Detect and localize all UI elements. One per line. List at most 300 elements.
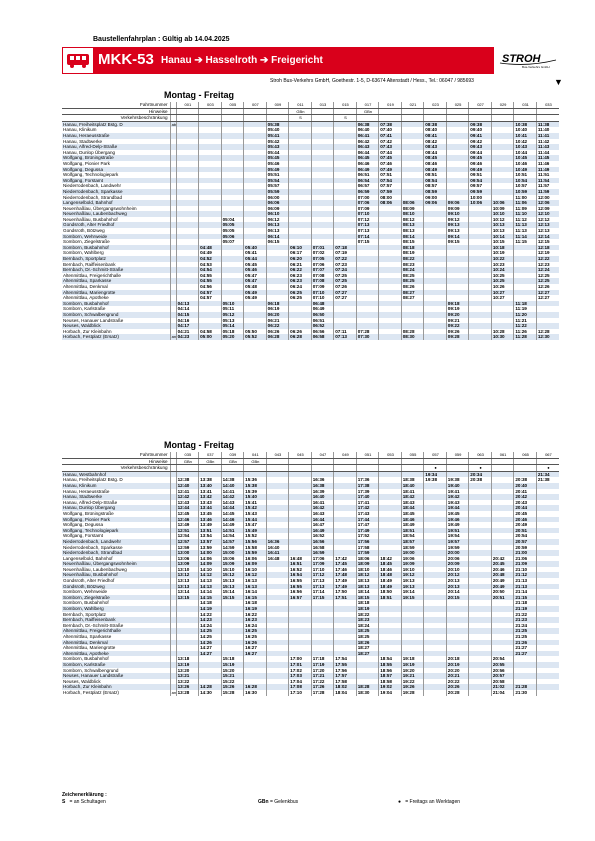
departure-time: 10:43: [514, 144, 537, 150]
departure-time: 11:20: [514, 312, 537, 318]
departure-time: 19:49: [446, 522, 469, 528]
stop-name: Altenmittlau, Apotheke: [63, 295, 109, 301]
departure-time: 12:40: [176, 483, 199, 489]
departure-time: 11:10: [514, 211, 537, 217]
departure-time: 15:49: [244, 528, 267, 534]
departure-time: 11:51: [536, 172, 559, 178]
departure-time: 08:06: [379, 200, 402, 206]
departure-time: 10:54: [514, 178, 537, 184]
departure-time: 06:48: [311, 301, 334, 307]
departure-time: 19:40: [446, 483, 469, 489]
departure-time: 14:26: [199, 640, 222, 646]
stop-name: Somborn, Schwalbengrund: [63, 667, 119, 673]
stop-name: Niederrodenbach, Strandbad: [63, 194, 122, 200]
trip-cell: [311, 465, 334, 472]
departure-time: 08:26: [401, 284, 424, 290]
departure-time: 09:06: [424, 200, 447, 206]
trip-cell: 013: [311, 102, 334, 108]
stop-name: Somborn, Busbahnhof: [62, 245, 170, 251]
departure-time: 17:55: [334, 662, 357, 668]
departure-time: 04:21: [176, 329, 199, 335]
departure-time: 17:50: [334, 589, 357, 595]
departure-time: 17:59: [356, 550, 379, 556]
stop-name: Altenmittlau, Freigerichthalle: [62, 628, 170, 634]
departure-time: 19:34: [424, 471, 447, 477]
departure-time: 20:58: [491, 679, 514, 685]
stop-name: Hanau, Heraeusstraße: [62, 133, 170, 139]
departure-time: 07:10: [311, 295, 334, 301]
trip-cell: [356, 458, 379, 465]
trip-cell: 057: [424, 452, 447, 458]
departure-time: 16:30: [244, 690, 267, 696]
departure-time: 06:26: [266, 329, 289, 335]
header-row-restrictions: [62, 115, 559, 122]
table-row: [62, 334, 559, 340]
stop-name: Bernbach, Sportplatz: [62, 256, 170, 262]
stop-name: Gondsroth, Alter Friedhof: [62, 222, 170, 228]
departure-time: 13:26: [176, 684, 199, 690]
departure-time: 16:41: [266, 550, 289, 556]
departure-time: 05:20: [221, 334, 244, 340]
departure-time: 20:38: [514, 477, 537, 483]
departure-time: 18:19: [356, 606, 379, 612]
departure-time: 16:13: [244, 578, 267, 584]
trip-cell: 009: [266, 102, 289, 108]
departure-time: 05:06: [221, 234, 244, 240]
departure-time: 08:27: [401, 290, 424, 296]
departure-time: 17:10: [311, 567, 334, 573]
departure-time: [424, 334, 447, 340]
departure-time: 09:14: [446, 234, 469, 240]
departure-time: 16:10: [244, 567, 267, 573]
departure-time: 08:41: [424, 133, 447, 139]
departure-time: 15:09: [221, 561, 244, 567]
departure-time: 10:13: [491, 222, 514, 228]
departure-time: [424, 690, 447, 696]
stroh-logo: [498, 50, 558, 70]
stop-name: Somborn, Wahlberg: [62, 606, 170, 612]
departure-time: 09:59: [469, 189, 492, 195]
trip-cell: 047: [311, 452, 334, 458]
departure-time: 19:02: [379, 684, 402, 690]
departure-time: 16:18: [244, 600, 267, 606]
stop-name: Niederrodenbach, Strandbad: [62, 550, 170, 556]
departure-time: 18:41: [401, 489, 424, 495]
departure-time: 06:10: [266, 211, 289, 217]
stop-name: Bernbach, Dr.-Schmitt-Straße: [63, 622, 124, 628]
departure-time: 18:49: [401, 522, 424, 528]
departure-time: 09:49: [469, 167, 492, 173]
departure-time: 16:09: [244, 561, 267, 567]
departure-time: 18:22: [356, 612, 379, 618]
departure-time: 08:43: [424, 144, 447, 150]
departure-time: 06:19: [266, 306, 289, 312]
stop-name: Niederrodenbach, Landwehr: [62, 539, 170, 545]
departure-time: 08:51: [424, 172, 447, 178]
departure-time: 06:46: [356, 161, 379, 167]
departure-time: 14:10: [199, 567, 222, 573]
departure-time: 07:11: [334, 329, 357, 335]
departure-time: 11:26: [514, 329, 537, 335]
departure-time: 04:23: [176, 334, 199, 340]
departure-time: 17:04: [289, 679, 312, 685]
trip-cell: [491, 458, 514, 465]
departure-time: 18:42: [379, 556, 402, 562]
departure-time: 07:13: [356, 222, 379, 228]
departure-time: 05:12: [221, 312, 244, 318]
departure-time: 10:23: [491, 262, 514, 268]
departure-time: 17:20: [311, 668, 334, 674]
departure-time: 09:19: [446, 306, 469, 312]
stop-name: Wolfgang, Brüningstraße: [62, 155, 170, 161]
departure-time: 12:46: [176, 517, 199, 523]
departure-time: 14:06: [199, 556, 222, 562]
stop-name: Hanau, Dunlop Übergang: [62, 505, 170, 511]
stop-name: Somborn, Busbahnhof: [62, 301, 170, 307]
trip-cell: ●: [424, 465, 447, 472]
departure-time: 08:13: [401, 222, 424, 228]
departure-time: 10:12: [491, 217, 514, 223]
stop-name: Neuenhaßlau, Busbahnhof: [63, 216, 118, 222]
departure-time: 05:45: [244, 262, 267, 268]
departure-time: 07:40: [379, 127, 402, 133]
departure-time: 19:51: [446, 528, 469, 534]
departure-time: 14:27: [199, 645, 222, 651]
departure-time: 09:20: [446, 312, 469, 318]
departure-time: 17:19: [311, 662, 334, 668]
departure-time: 13:59: [199, 545, 222, 551]
departure-time: 05:04: [221, 217, 244, 223]
departure-time: 10:09: [491, 206, 514, 212]
departure-time: 20:46: [514, 517, 537, 523]
departure-time: 13:18: [176, 656, 199, 662]
departure-time: 07:57: [379, 183, 402, 189]
departure-time: 16:52: [289, 567, 312, 573]
trip-cell: 037: [199, 452, 222, 458]
departure-time: 05:51: [266, 172, 289, 178]
departure-time: 13:45: [199, 511, 222, 517]
stop-name: Somborn, Wehrweide: [62, 234, 170, 240]
departure-time: 17:28: [311, 690, 334, 696]
departure-time: 17:13: [311, 578, 334, 584]
validity-note: Baustellenfahrplan : Gültig ab 14.04.2025: [93, 36, 230, 43]
departure-time: 15:38: [244, 483, 267, 489]
departure-time: 16:54: [289, 572, 312, 578]
row-label: Hinweise: [62, 108, 170, 115]
departure-time: 10:25: [491, 273, 514, 279]
departure-time: 19:38: [424, 477, 447, 483]
departure-time: 19:43: [446, 500, 469, 506]
trip-cell: 017: [356, 102, 379, 108]
departure-time: 20:57: [514, 539, 537, 545]
departure-time: 07:02: [311, 250, 334, 256]
departure-time: 16:41: [311, 500, 334, 506]
stop-name: Wolfgang, Degussa: [63, 522, 104, 528]
stop-name: Wolfgang, Forstamt: [62, 178, 170, 184]
trip-cell: 031: [514, 102, 537, 108]
departure-time: 07:54: [379, 178, 402, 184]
departure-time: 18:44: [401, 505, 424, 511]
trip-cell: [311, 108, 334, 115]
trip-cell: [401, 465, 424, 472]
departure-time: 13:21: [176, 673, 199, 679]
departure-time: 17:03: [289, 673, 312, 679]
departure-time: 17:42: [356, 505, 379, 511]
departure-time: 12:19: [536, 250, 559, 256]
departure-time: 05:57: [266, 183, 289, 189]
departure-time: 20:12: [446, 572, 469, 578]
departure-time: 09:40: [469, 127, 492, 133]
trip-cell: [266, 108, 289, 115]
departure-time: 19:00: [401, 550, 424, 556]
trip-cell: [221, 108, 244, 115]
departure-time: 07:18: [334, 245, 357, 251]
departure-time: 14:12: [199, 572, 222, 578]
departure-time: 18:56: [379, 668, 402, 674]
departure-time: 21:18: [514, 600, 537, 606]
trip-cell: GBn: [289, 108, 312, 115]
departure-time: 16:59: [311, 550, 334, 556]
departure-time: 06:49: [311, 306, 334, 312]
departure-time: 21:30: [514, 690, 537, 696]
departure-time: 09:09: [446, 206, 469, 212]
trip-cell: 061: [491, 452, 514, 458]
departure-time: 04:54: [199, 267, 222, 273]
trip-cell: [514, 115, 537, 122]
departure-time: 07:08: [311, 278, 334, 284]
departure-time: 14:23: [199, 617, 222, 623]
departure-time: 05:54: [266, 178, 289, 184]
departure-time: 17:01: [289, 662, 312, 668]
departure-time: 12:13: [536, 222, 559, 228]
trip-cell: [491, 115, 514, 122]
departure-time: 16:55: [289, 584, 312, 590]
departure-time: 10:45: [514, 155, 537, 161]
departure-time: 14:14: [199, 589, 222, 595]
departure-time: 19:10: [401, 567, 424, 573]
departure-time: 05:48: [244, 284, 267, 290]
stop-name: Niederrodenbach, Sparkasse: [62, 189, 170, 195]
trip-cell: 007: [244, 102, 267, 108]
departure-time: 20:14: [446, 589, 469, 595]
departure-time: 10:38: [514, 121, 537, 127]
departure-time: 07:01: [311, 245, 334, 251]
departure-time: 12:38: [176, 477, 199, 483]
departure-time: 21:38: [536, 477, 559, 483]
departure-time: 17:22: [311, 679, 334, 685]
departure-time: 09:18: [446, 301, 469, 307]
departure-time: 04:55: [199, 273, 222, 279]
departure-time: 20:00: [446, 550, 469, 556]
departure-time: [469, 690, 492, 696]
departure-time: 11:40: [536, 127, 559, 133]
trip-cell: [514, 465, 537, 472]
departure-time: 05:00: [199, 334, 222, 340]
departure-time: 04:48: [199, 245, 222, 251]
departure-time: 06:24: [289, 284, 312, 290]
stop-name: Neuses, Hanauer Landstraße: [63, 317, 124, 323]
departure-time: 04:14: [176, 306, 199, 312]
departure-time: 10:40: [514, 127, 537, 133]
departure-time: 05:47: [244, 278, 267, 284]
departure-time: 15:20: [221, 668, 244, 674]
stop-name: Hanau, Stadtwerke: [62, 494, 170, 500]
departure-time: 16:48: [266, 556, 289, 562]
departure-time: 19:38: [446, 477, 469, 483]
departure-time: 13:10: [176, 567, 199, 573]
departure-time: 19:04: [379, 690, 402, 696]
departure-time: 06:25: [289, 290, 312, 296]
departure-time: 20:45: [491, 561, 514, 567]
departure-time: 09:15: [446, 239, 469, 245]
departure-time: 04:55: [199, 278, 222, 284]
departure-time: 06:52: [311, 323, 334, 329]
trip-cell: ●: [469, 465, 492, 472]
departure-time: 06:22: [266, 323, 289, 329]
departure-time: 08:27: [401, 295, 424, 301]
departure-time: 17:51: [334, 595, 357, 601]
departure-time: 15:40: [244, 494, 267, 500]
departure-time: 12:28: [536, 329, 559, 335]
departure-time: 15:44: [244, 517, 267, 523]
stop-name: Wolfgang, Brüningstraße: [63, 510, 114, 516]
departure-time: 15:52: [244, 533, 267, 539]
departure-time: 18:26: [356, 640, 379, 646]
departure-time: 16:14: [244, 589, 267, 595]
departure-time: 20:40: [514, 483, 537, 489]
trip-cell: [266, 458, 289, 465]
trip-cell: [334, 108, 357, 115]
departure-time: 17:43: [356, 511, 379, 517]
departure-time: 10:26: [491, 284, 514, 290]
departure-time: 05:52: [244, 334, 267, 340]
route-title: Hanau ➔ Hasselroth ➔ Freigericht: [161, 55, 323, 66]
departure-time: 19:13: [401, 578, 424, 584]
departure-time: 15:06: [221, 556, 244, 562]
departure-time: 17:47: [356, 522, 379, 528]
trip-cell: [244, 108, 267, 115]
departure-time: 11:18: [514, 301, 537, 307]
departure-time: 06:38: [356, 121, 379, 127]
departure-time: 18:09: [356, 561, 379, 567]
departure-time: 17:49: [334, 584, 357, 590]
departure-time: 13:49: [199, 522, 222, 528]
departure-time: 18:23: [356, 617, 379, 623]
departure-time: 14:13: [199, 578, 222, 584]
departure-time: 19:46: [446, 517, 469, 523]
legend-item-friday: ● = Freitags an Werktagen: [398, 799, 461, 805]
departure-time: 17:12: [311, 572, 334, 578]
departure-time: 09:10: [446, 211, 469, 217]
departure-time: 15:41: [244, 500, 267, 506]
departure-time: 06:40: [356, 127, 379, 133]
departure-time: 21:12: [514, 572, 537, 578]
departure-time: 19:44: [446, 505, 469, 511]
stop-name: Wolfgang, Technologiepark: [62, 528, 170, 534]
departure-time: 05:46: [266, 161, 289, 167]
bus-icon: [62, 47, 94, 74]
departure-time: 10:06: [469, 200, 492, 206]
departure-time: 10:25: [491, 278, 514, 284]
departure-time: 09:26: [446, 329, 469, 335]
departure-time: 07:27: [334, 290, 357, 296]
trip-cell: [199, 115, 222, 122]
trip-cell: 011: [289, 102, 312, 108]
departure-time: 07:51: [379, 172, 402, 178]
departure-time: 19:15: [401, 595, 424, 601]
departure-time: 18:24: [356, 623, 379, 629]
departure-time: 14:27: [199, 651, 222, 657]
departure-time: 14:43: [221, 500, 244, 506]
departure-time: 04:53: [199, 262, 222, 268]
departure-time: 14:30: [199, 690, 222, 696]
departure-time: 21:28: [514, 684, 537, 690]
departure-time: 18:59: [401, 545, 424, 551]
trip-cell: [424, 115, 447, 122]
departure-time: 11:22: [514, 323, 537, 329]
departure-time: 06:51: [356, 172, 379, 178]
departure-time: 15:18: [221, 656, 244, 662]
departure-time: 11:21: [514, 318, 537, 324]
departure-time: 08:46: [424, 161, 447, 167]
departure-time: 16:25: [244, 628, 267, 634]
departure-time: 06:09: [266, 206, 289, 212]
departure-time: 18:04: [334, 690, 357, 696]
departure-time: 19:19: [401, 662, 424, 668]
departure-time: 17:57: [334, 673, 357, 679]
departure-time: 12:10: [536, 211, 559, 217]
departure-time: 14:00: [199, 550, 222, 556]
departure-time: 07:41: [379, 133, 402, 139]
departure-time: 05:40: [244, 245, 267, 251]
table-row: [62, 690, 559, 696]
stop-name: Altenmittlau, Sparkasse: [63, 634, 112, 639]
departure-time: 13:06: [176, 556, 199, 562]
departure-time: 06:12: [266, 217, 289, 223]
departure-time: 14:19: [199, 606, 222, 612]
departure-time: 06:28: [266, 334, 289, 340]
trip-cell: [356, 465, 379, 472]
departure-time: 21:14: [514, 589, 537, 595]
departure-time: 08:57: [424, 183, 447, 189]
stop-name: Bernbach, Raiffeisenbank: [63, 261, 116, 267]
departure-time: 13:19: [176, 662, 199, 668]
departure-time: 17:54: [334, 656, 357, 662]
stop-name: Neuses, Waldblick: [62, 323, 170, 329]
trip-cell: S: [334, 115, 357, 122]
departure-time: 16:22: [244, 612, 267, 618]
departure-time: 19:26: [401, 684, 424, 690]
departure-time: 14:18: [199, 600, 222, 606]
departure-time: 12:06: [536, 200, 559, 206]
trip-cell: 065: [514, 452, 537, 458]
departure-time: 07:24: [334, 267, 357, 273]
departure-time: 06:51: [311, 318, 334, 324]
departure-time: 17:00: [289, 656, 312, 662]
trip-cell: 067: [536, 452, 559, 458]
trip-cell: [199, 465, 222, 472]
departure-time: 21:25: [514, 628, 537, 634]
departure-time: 12:18: [536, 245, 559, 251]
trip-cell: [334, 458, 357, 465]
departure-time: 21:22: [514, 612, 537, 618]
trip-cell: 021: [401, 102, 424, 108]
departure-time: 07:27: [334, 295, 357, 301]
arr-dep-marker: an: [171, 334, 177, 340]
departure-time: 06:42: [356, 139, 379, 145]
departure-time: 15:19: [221, 662, 244, 668]
departure-time: 12:00: [536, 195, 559, 201]
